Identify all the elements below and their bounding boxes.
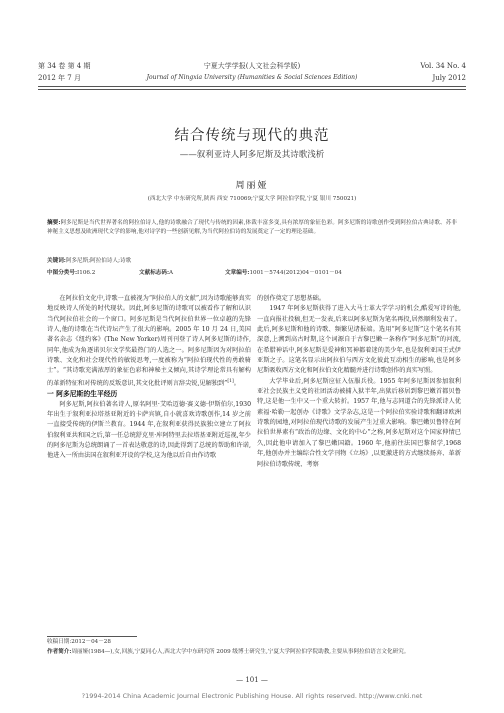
art-label: 文章编号:	[225, 270, 250, 276]
journal-name-en: Journal of Ningxia University (Humanities & Social Sciences Edition)	[146, 74, 358, 81]
copyright-line: ?1994-2014 China Academic Journal Electronic Publishing House. All rights reserved. http://www.cnki.net	[81, 692, 423, 700]
keywords-label: 关键词:	[47, 258, 66, 264]
date-cn: 2012 年 7 月	[38, 74, 81, 82]
section-heading: 一 阿多尼斯的生平经历	[47, 390, 118, 399]
abstract-label: 摘要:	[47, 220, 61, 226]
author-bio-label: 作者简介:	[47, 649, 72, 655]
author-bio	[47, 648, 504, 657]
header-rule-top	[38, 86, 466, 87]
volume-issue-en: Vol. 34 No. 4	[420, 62, 466, 70]
body-right-column	[257, 294, 461, 470]
clc-number	[47, 268, 95, 276]
received-date: 收稿日期:2012－04－28	[47, 639, 111, 645]
journal-name-cn: 宁夏大学学报(人文社会科学版)	[203, 62, 301, 70]
keywords	[47, 256, 131, 264]
art-value: 1001－5744(2012)04－0101－04	[249, 270, 342, 276]
date-en: July 2012	[432, 74, 466, 82]
paragraph-text: 在阿拉伯文化中,诗歌一直被视为“阿拉伯人的文献”,因为诗歌能够真实地反映诗人所处的时代现状。因此,阿多尼斯的诗歌可以被看作了解和认识当代阿拉伯社会的一个窗口。阿多尼斯是当代阿拉伯世界一位卓越的先锋诗人,他的诗歌在当代诗坛产生了很大的影响。2005 年 10 月 24 日,美国著名杂志《纽约客》(The New Yorker)周刊刊登了诗人阿多尼斯的诗作,同年,他成为角逐诺贝尔文学奖最热门的人选之一。阿多尼斯因为对阿拉伯诗歌、文化和社会现代性的敏锐思考,一度被称为“阿拉伯现代性的勇敢骑士”。“其诗歌充满浓厚的象征色彩和神秘主义倾向,其诗学理论常具有解构的革新特征和对传统的反叛意识,其文化批评则言辞尖锐,见解独到”	[47, 295, 251, 387]
article-title: 结合传统与现代的典范	[174, 128, 330, 144]
volume-issue-cn: 第 34 卷 第 4 期	[38, 62, 91, 70]
body-paragraph	[47, 294, 251, 389]
abstract	[47, 219, 457, 238]
author-affiliation: (西北大学 中东研究所,陕西 西安 710069;宁夏大学 阿拉伯学院,宁夏 银川 750021)	[147, 196, 357, 202]
header-rule-bottom	[38, 89, 466, 90]
doc-value: A	[169, 270, 174, 276]
body-paragraph: 1947 年阿多尼斯获得了进入大马士革大学学习的机会,酷爱写诗的他,一直向报社投稿,但无一发表,后来以阿多尼斯为笔名再投,居然顺利发表了。此后,阿多尼斯和他的诗歌、频繁见诸报端。选用“阿多尼斯”这个笔名有其深意,上溯到高古时期,这个词源自于古黎巴嫩一条称作“阿多尼斯”的河流,在希腊神话中,阿多尼斯是爱神和冥神都着迷的美少年,也是叙利亚国王式伊亚斯之子。这笔名显示出阿拉伯与西方文化彼此互动相生的影响,也是阿多尼斯吸收西方文化和阿拉伯文化精髓并进行诗歌创作的真实写照。	[257, 305, 461, 375]
article-subtitle: ——叙利亚诗人阿多尼斯及其诗歌浅析	[179, 150, 325, 160]
article-number	[225, 268, 342, 276]
author-name: 周丽娅	[235, 181, 269, 191]
body-paragraph: 大学毕业后,阿多尼斯应征入伍服兵役。1955 年阿多尼斯因参加叙利亚社会民族主义党的社团活动被捕入狱半年,出狱后移居到黎巴嫩首都贝鲁特,这是他一生中又一个重大转折。1957 年,他与志同道合的先锋派诗人优素福·哈勒一起创办《诗歌》文学杂志,这是一个阿拉伯实验诗歌和翻译欧洲诗歌的园地,对阿拉伯现代诗歌的发展产生过重大影响。黎巴嫩贝鲁特在阿拉伯世界素有“政治的边缘、文化的中心”之称,阿多尼斯对这个国家伸情已久,因此他申请加入了黎巴嫩国籍。1960 年,他前往法国巴黎留学,1968 年,他创办并主编综合性文学刊物《立场》,以更激进的方式继续扬弃、革新阿拉伯诗歌传统、考察	[257, 377, 461, 468]
keywords-text: 阿多尼斯;阿拉伯诗人;诗歌	[65, 258, 132, 264]
body-paragraph: 的创作奠定了思想基础。	[257, 295, 326, 302]
paragraph-end: 。	[233, 379, 240, 387]
clc-label: 中图分类号:	[47, 270, 78, 276]
footnote-rule	[47, 636, 137, 637]
citation-ref: [1]	[227, 378, 234, 384]
page-number: — 101 —	[236, 676, 268, 684]
doc-label: 文献标志码:	[139, 270, 170, 276]
body-paragraph: 阿多尼斯,阿拉伯著名诗人,原名阿里·艾哈迈德·赛义德·伊斯伯尔,1930 年出生于叙利亚拉塔基亚附近的卡萨宾镇,自小就喜欢诗歌创作,14 岁之前一直接受传统的伊斯兰教育。1944 年,在叙利亚获得民族独立建立了阿拉伯叙利亚共和国之后,第一任总统舒克里·库阿特里去拉塔基亚附近巡视,年少的阿多尼斯为总统朗诵了一首表达敬意的诗,因此得到了总统的帮助和许诺,他进入一所由法国在叙利亚开设的学校,这为他以后自由作诗歌	[47, 400, 251, 460]
clc-value: I106.2	[77, 270, 96, 276]
author-bio-text: 周丽娅(1984—),女,回族,宁夏同心人,西北大学中东研究所 2009 级博士研究生,宁夏大学阿拉伯学院助教,主要从事阿拉伯语言文化研究。	[71, 649, 410, 655]
abstract-text: 阿多尼斯是当代世界著名的阿拉伯诗人,他的诗歌融合了现代与传统的因素,体裁丰富多变,具有浓厚的象征色彩。阿多尼斯的诗歌创作受到阿拉伯古典诗歌、苏非神秘主义思想及欧洲现代文学的影响,他对诗学的一些创新见解,为当代阿拉伯诗的发展奠定了一定的理论基础。	[47, 220, 457, 236]
document-code	[139, 268, 173, 276]
body-left-column	[47, 294, 251, 462]
